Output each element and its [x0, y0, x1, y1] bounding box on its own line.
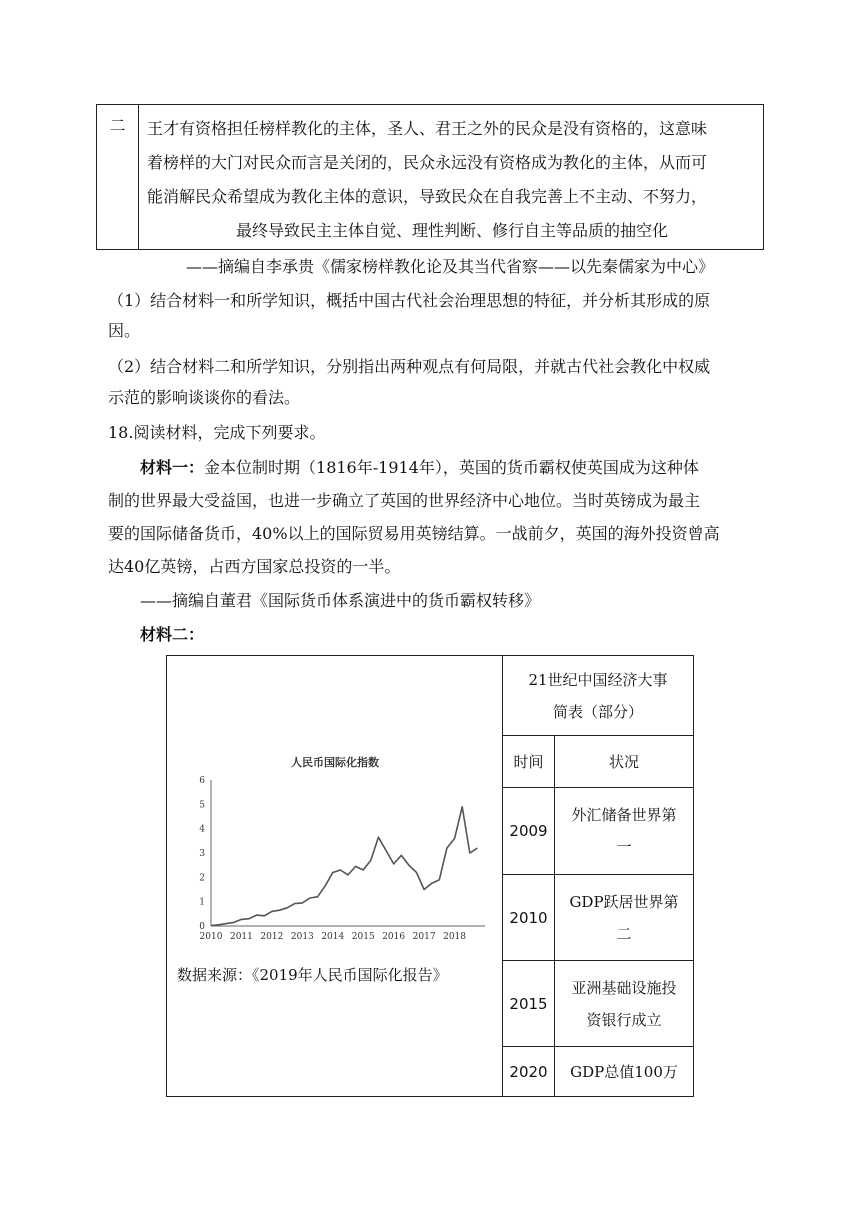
y-tick-label: 3 [199, 849, 205, 859]
row-status-line: 二 [616, 924, 632, 943]
x-tick-label: 2011 [229, 932, 253, 942]
viewpoint-text [147, 112, 757, 248]
x-tick-label: 2014 [321, 932, 345, 942]
table-row [503, 961, 693, 1047]
y-tick-label: 4 [199, 824, 205, 835]
y-tick-label: 0 [199, 922, 205, 932]
chart-ticks [199, 776, 466, 942]
row-status-line: 亚洲基础设施投 [571, 978, 677, 997]
material-1-line: 金本位制时期（1816年-1914年），英国的货币霸权使英国成为这种体 [204, 458, 699, 477]
x-tick-label: 2013 [290, 932, 314, 942]
question-1-line: （1）结合材料一和所学知识，概括中国古代社会治理思想的特征，并分析其形成的原 [108, 291, 711, 310]
row-status [555, 961, 693, 1046]
chart-axes [211, 780, 485, 926]
chart-panel [167, 656, 503, 1096]
x-tick-label: 2015 [351, 932, 375, 942]
material-1-line: 制的世界最大受益国，也进一步确立了英国的世界经济中心地位。当时英镑成为最主 [108, 491, 701, 510]
row-year: 2010 [503, 875, 555, 960]
row-status [555, 1047, 693, 1096]
row-status [555, 875, 693, 960]
table-row [503, 875, 693, 961]
x-tick-label: 2018 [443, 932, 467, 942]
y-tick-label: 1 [199, 897, 205, 908]
source-citation-1: ——摘编自李承贵《儒家榜样教化论及其当代省察——以先秦儒家为中心》 [186, 257, 715, 276]
viewpoint-number: 二 [97, 105, 139, 249]
y-tick-label: 2 [199, 873, 205, 884]
table-title-row [503, 656, 693, 736]
table-title [503, 656, 693, 735]
viewpoint-line: 能消解民众希望成为教化主体的意识，导致民众在自我完善上不主动、不努力， [147, 187, 708, 206]
table-header-row [503, 736, 693, 788]
viewpoint-line: 着榜样的大门对民众而言是关闭的，民众永远没有资格成为教化的主体，从而可 [147, 153, 708, 172]
material-1-line: 达40亿英镑，占西方国家总投资的一半。 [108, 557, 401, 576]
viewpoint-line: 最终导致民主主体自觉、理性判断、修行自主等品质的抽空化 [235, 221, 668, 240]
material-2-box [166, 655, 694, 1097]
economy-events-table [503, 656, 693, 1096]
x-tick-label: 2017 [412, 932, 436, 942]
table-row [503, 1047, 693, 1096]
viewpoint-line: 王才有资格担任榜样教化的主体，圣人、君王之外的民众是没有资格的，这意味 [147, 119, 708, 138]
y-tick-label: 6 [199, 776, 205, 786]
question-2-line: 示范的影响谈谈你的看法。 [108, 388, 301, 407]
y-tick-label: 5 [199, 800, 205, 811]
header-time: 时间 [503, 736, 555, 787]
material-1-source: ——摘编自董君《国际货币体系演进中的货币霸权转移》 [140, 591, 541, 610]
table-row [503, 788, 693, 875]
material-2-label-wrap [140, 624, 204, 646]
material-1-label: 材料一： [140, 458, 205, 477]
chart-series [211, 807, 477, 926]
chart-title: 人民币国际化指数 [291, 756, 379, 769]
question-18-heading: 18.阅读材料，完成下列要求。 [108, 423, 326, 442]
table-title-line: 简表（部分） [552, 702, 643, 721]
x-tick-label: 2016 [382, 932, 406, 942]
question-1-line: 因。 [108, 321, 141, 340]
series-line [211, 807, 477, 926]
x-tick-label: 2010 [199, 932, 223, 942]
material-1-first-line [140, 457, 699, 479]
header-status-label: 状况 [608, 752, 639, 771]
x-tick-label: 2012 [260, 932, 284, 942]
row-status-line: GDP总值100万 [570, 1062, 678, 1081]
question-2-line: （2）结合材料二和所学知识，分别指出两种观点有何局限，并就古代社会教化中权威 [108, 357, 711, 376]
header-status [555, 736, 693, 787]
chart-data-source: 数据来源：《2019年人民币国际化报告》 [177, 966, 448, 984]
rmb-index-chart [167, 656, 501, 956]
row-year: 2015 [503, 961, 555, 1046]
table-title-line: 21世纪中国经济大事 [528, 670, 668, 689]
row-status-line: GDP跃居世界第 [569, 892, 679, 911]
viewpoint-table [96, 104, 764, 250]
row-year: 2020 [503, 1047, 555, 1096]
material-2-label: 材料二： [140, 625, 205, 644]
material-1-line: 要的国际储备货币，40%以上的国际贸易用英镑结算。一战前夕，英国的海外投资曾高 [108, 524, 720, 543]
row-status [555, 788, 693, 874]
row-year: 2009 [503, 788, 555, 874]
row-status-line: 一 [616, 838, 632, 856]
row-status-line: 资银行成立 [586, 1010, 662, 1029]
row-status-line: 外汇储备世界第 [571, 806, 677, 824]
